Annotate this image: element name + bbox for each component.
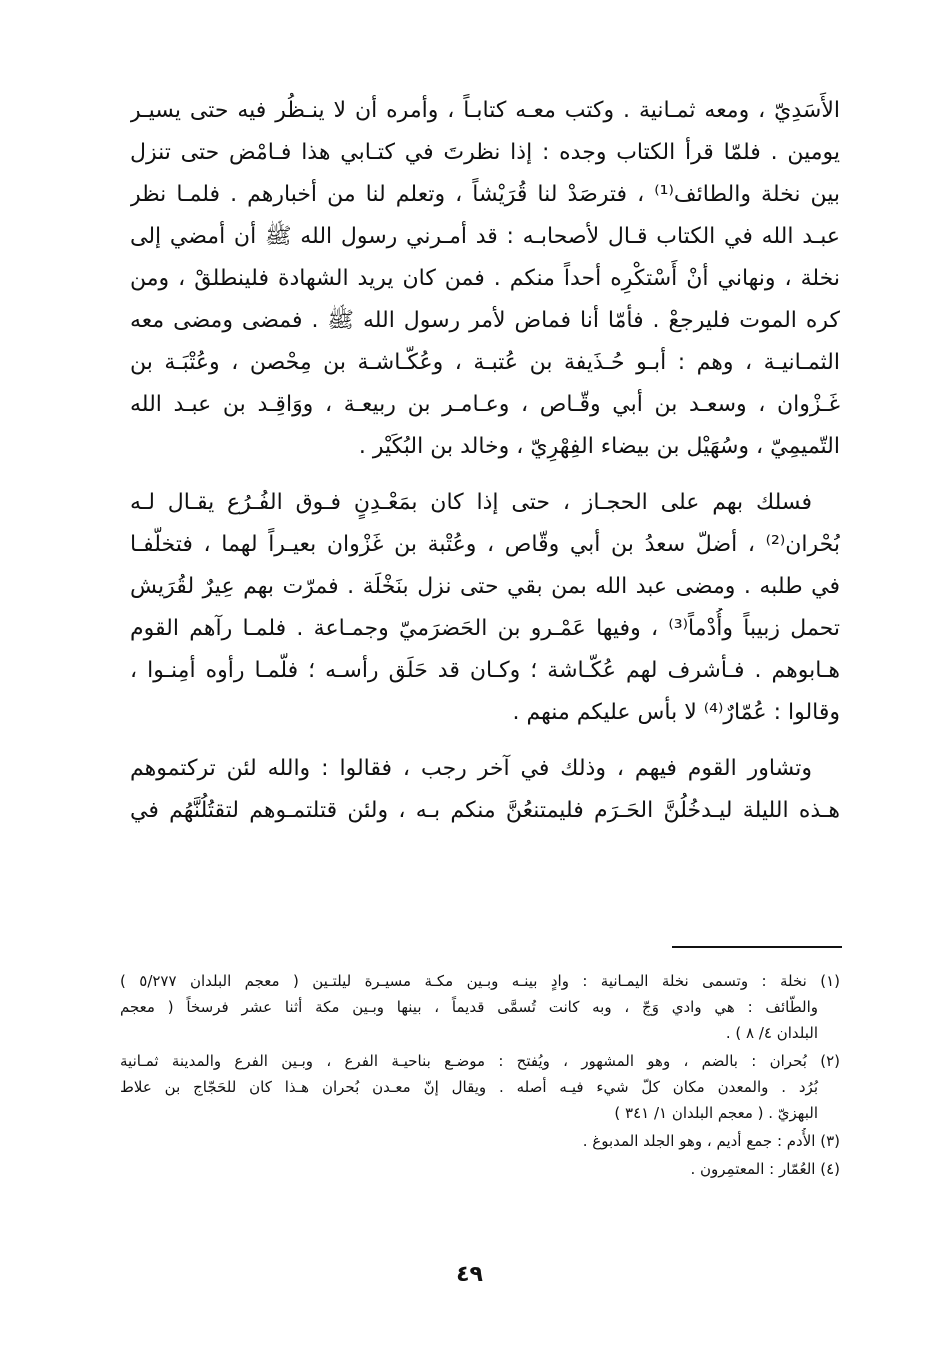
- text-line: هـذه الليلة ليـدخُلُنَّ الحَـرَم فليمتنعُنَّ منكم بـه ، ولئن قتلتمـوهم لتقتُلُنَّهُم في: [130, 798, 840, 823]
- text-line: الثمـانيـة ، وهم : أبـو حُـذَيفة بن عُتبـة ، وعُكّـاشـة بن مِحْصن ، وعُتْبَـة بن: [130, 350, 840, 375]
- footnote-line: (٣) الأُدم : جمع أديم ، وهو الجلد المدبوغ .: [582, 1132, 840, 1150]
- text-line: بين نخلة والطائف⁽¹⁾ ، فترصَدْ لنا قُرَيْشاً ، وتعلم لنا من أخبارهم . فلمـا نظر: [130, 182, 840, 207]
- text-line: وقالوا : عُمّارٌ⁽⁴⁾ لا بأس عليكم منهم .: [512, 700, 840, 725]
- paragraph-1: [130, 90, 840, 468]
- text-line: بُحْران⁽²⁾ ، أضلّ سعدُ بن أبي وقّاص ، وعُتْبة بن غَزْوان بعيـراً لهما ، فتخلّفـا: [130, 532, 840, 557]
- text-line: تحمل زبيباً وأُدْماً⁽³⁾ ، وفيها عَمْـرو بن الحَضرَميّ وجمـاعة . فلمـا رآهم القوم: [130, 616, 840, 641]
- footnotes: [120, 968, 840, 1184]
- footnote-line: بُرُد . والمعدن مكان كلّ شيء فيـه أصله . ويقال إنّ معـدن بُحران هـذا كان للحَجّاج بن علاط: [120, 1078, 818, 1096]
- text-line: فسلك بهم على الحجـاز ، حتى إذا كان بمَعْـدِنٍ فـوق الفُـرُع يقـال لـه: [130, 490, 812, 515]
- footnote-line: البلدان ٤/ ٨ ) .: [725, 1024, 818, 1042]
- text-line: نخلة ، ونهاني أنْ أَسْتكْرِه أحداً منكم . فمن كان يريد الشهادة فلينطلقْ ، ومن: [130, 266, 840, 291]
- text-line: عبـد الله في الكتاب قـال لأصحابـه : قد أمـرني رسول الله ﷺ أن أمضي إلى: [130, 224, 840, 249]
- page-number: ٤٩: [456, 1262, 483, 1287]
- main-text: [130, 90, 840, 832]
- text-line: هـابوهم . فـأشرف لهم عُكّـاشة ؛ وكـان قد حَلَق رأسـه ؛ فلّمـا رأوه أمِنـوا ،: [130, 658, 840, 683]
- paragraph-3: [130, 748, 840, 832]
- footnote-line: (١) نخلة : وتسمى نخلة اليمـانية : وادٍ بينـه وبـين مكـة مسيـرة ليلتـين ( معجم البلدان ٥/٢٧٧ ): [120, 972, 840, 990]
- text-line: في طلبه . ومضى عبد الله بمن بقي حتى نزل بنَخْلَة . فمرّت بهم عِيرٌ لقُرَيش: [130, 574, 840, 599]
- footnote-line: (٤) العُمّار : المعتمِرون .: [690, 1160, 840, 1178]
- text-line: غَـزْوان ، وسعـد بن أبي وقّـاص ، وعـامـر بن ربيعـة ، ووَاقِـد بن عبـد الله: [130, 392, 840, 417]
- text-line: وتشاور القوم فيهم ، وذلك في آخر رجب ، فقالوا : والله لئن تركتموهم: [130, 756, 812, 781]
- paragraph-2: [130, 482, 840, 734]
- text-line: يومين . فلمّا قرأ الكتاب وجده : إذا نظرتَ في كتـابي هذا فـامْض حتى تنزل: [130, 140, 840, 165]
- footnote-4: [120, 1156, 840, 1182]
- footnote-line: (٢) بُحران : بالضم ، وهو المشهور ، ويُفتح : موضـع بناحيـة الفرع ، وبـين الفرع والمدينة ثمـانية: [120, 1052, 840, 1070]
- text-line: الأَسَدِيّ ، ومعه ثمـانية . وكتب معـه كتابـاً ، وأمره أن لا ينـظُر فيه حتى يسيـر: [130, 98, 840, 123]
- text-line: التّميمِيّ ، وسُهَيْل بن بيضاء الفِهْرِيّ ، وخالد بن البُكَيْر .: [358, 434, 840, 459]
- footnote-line: البهزيّ . ( معجم البلدان ١/ ٣٤١ ): [614, 1104, 818, 1122]
- text-line: كره الموت فليرجعْ . فأمّا أنا فماض لأمر رسول الله ﷺ . فمضى ومضى معه: [130, 308, 840, 333]
- footnote-2: [120, 1048, 840, 1126]
- footnote-line: والطّائف : هي وادي وَجّ ، وبه كانت تُسمَّى قديماً ، بينها وبـين مكة أثنا عشر فرسخاً ( معجم: [120, 998, 818, 1016]
- footnote-separator: [672, 946, 842, 948]
- footnote-1: [120, 968, 840, 1046]
- footnote-3: [120, 1128, 840, 1154]
